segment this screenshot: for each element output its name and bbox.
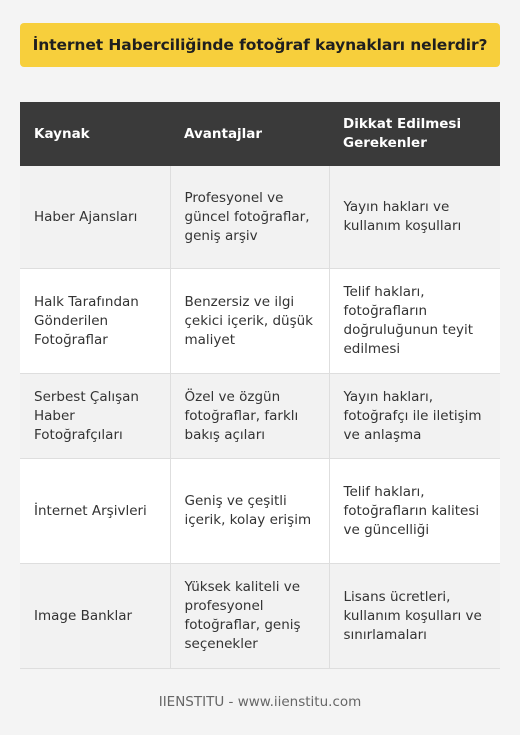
considerations-cell: Yayın hakları, fotoğrafçı ile iletişim ve anlaşma — [329, 374, 500, 459]
source-cell: Haber Ajansları — [20, 166, 170, 269]
advantages-cell: Benzersiz ve ilgi çekici içerik, düşük maliyet — [170, 269, 329, 374]
advantages-cell: Geniş ve çeşitli içerik, kolay erişim — [170, 459, 329, 564]
source-cell: Serbest Çalışan Haber Fotoğrafçıları — [20, 374, 170, 459]
sources-table — [20, 102, 500, 669]
table-row — [20, 564, 500, 669]
column-header-considerations: Dikkat Edilmesi Gerekenler — [329, 102, 500, 166]
considerations-cell: Yayın hakları ve kullanım koşulları — [329, 166, 500, 269]
source-cell: Halk Tarafından Gönderilen Fotoğraflar — [20, 269, 170, 374]
table-row — [20, 374, 500, 459]
table-header-row — [20, 102, 500, 166]
footer-credit: IIENSTITU - www.iienstitu.com — [158, 694, 362, 710]
source-cell: İnternet Arşivleri — [20, 459, 170, 564]
column-header-advantages: Avantajlar — [170, 102, 329, 166]
source-cell: Image Banklar — [20, 564, 170, 669]
considerations-cell: Lisans ücretleri, kullanım koşulları ve sınırlamaları — [329, 564, 500, 669]
advantages-cell: Yüksek kaliteli ve profesyonel fotoğraflar, geniş seçenekler — [170, 564, 329, 669]
table-row — [20, 459, 500, 564]
advantages-cell: Profesyonel ve güncel fotoğraflar, geniş arşiv — [170, 166, 329, 269]
table-row — [20, 166, 500, 269]
column-header-source: Kaynak — [20, 102, 170, 166]
page-title: İnternet Haberciliğinde fotoğraf kaynakları nelerdir? — [20, 23, 500, 67]
considerations-cell: Telif hakları, fotoğrafların doğruluğunun teyit edilmesi — [329, 269, 500, 374]
advantages-cell: Özel ve özgün fotoğraflar, farklı bakış açıları — [170, 374, 329, 459]
table-row — [20, 269, 500, 374]
considerations-cell: Telif hakları, fotoğrafların kalitesi ve güncelliği — [329, 459, 500, 564]
